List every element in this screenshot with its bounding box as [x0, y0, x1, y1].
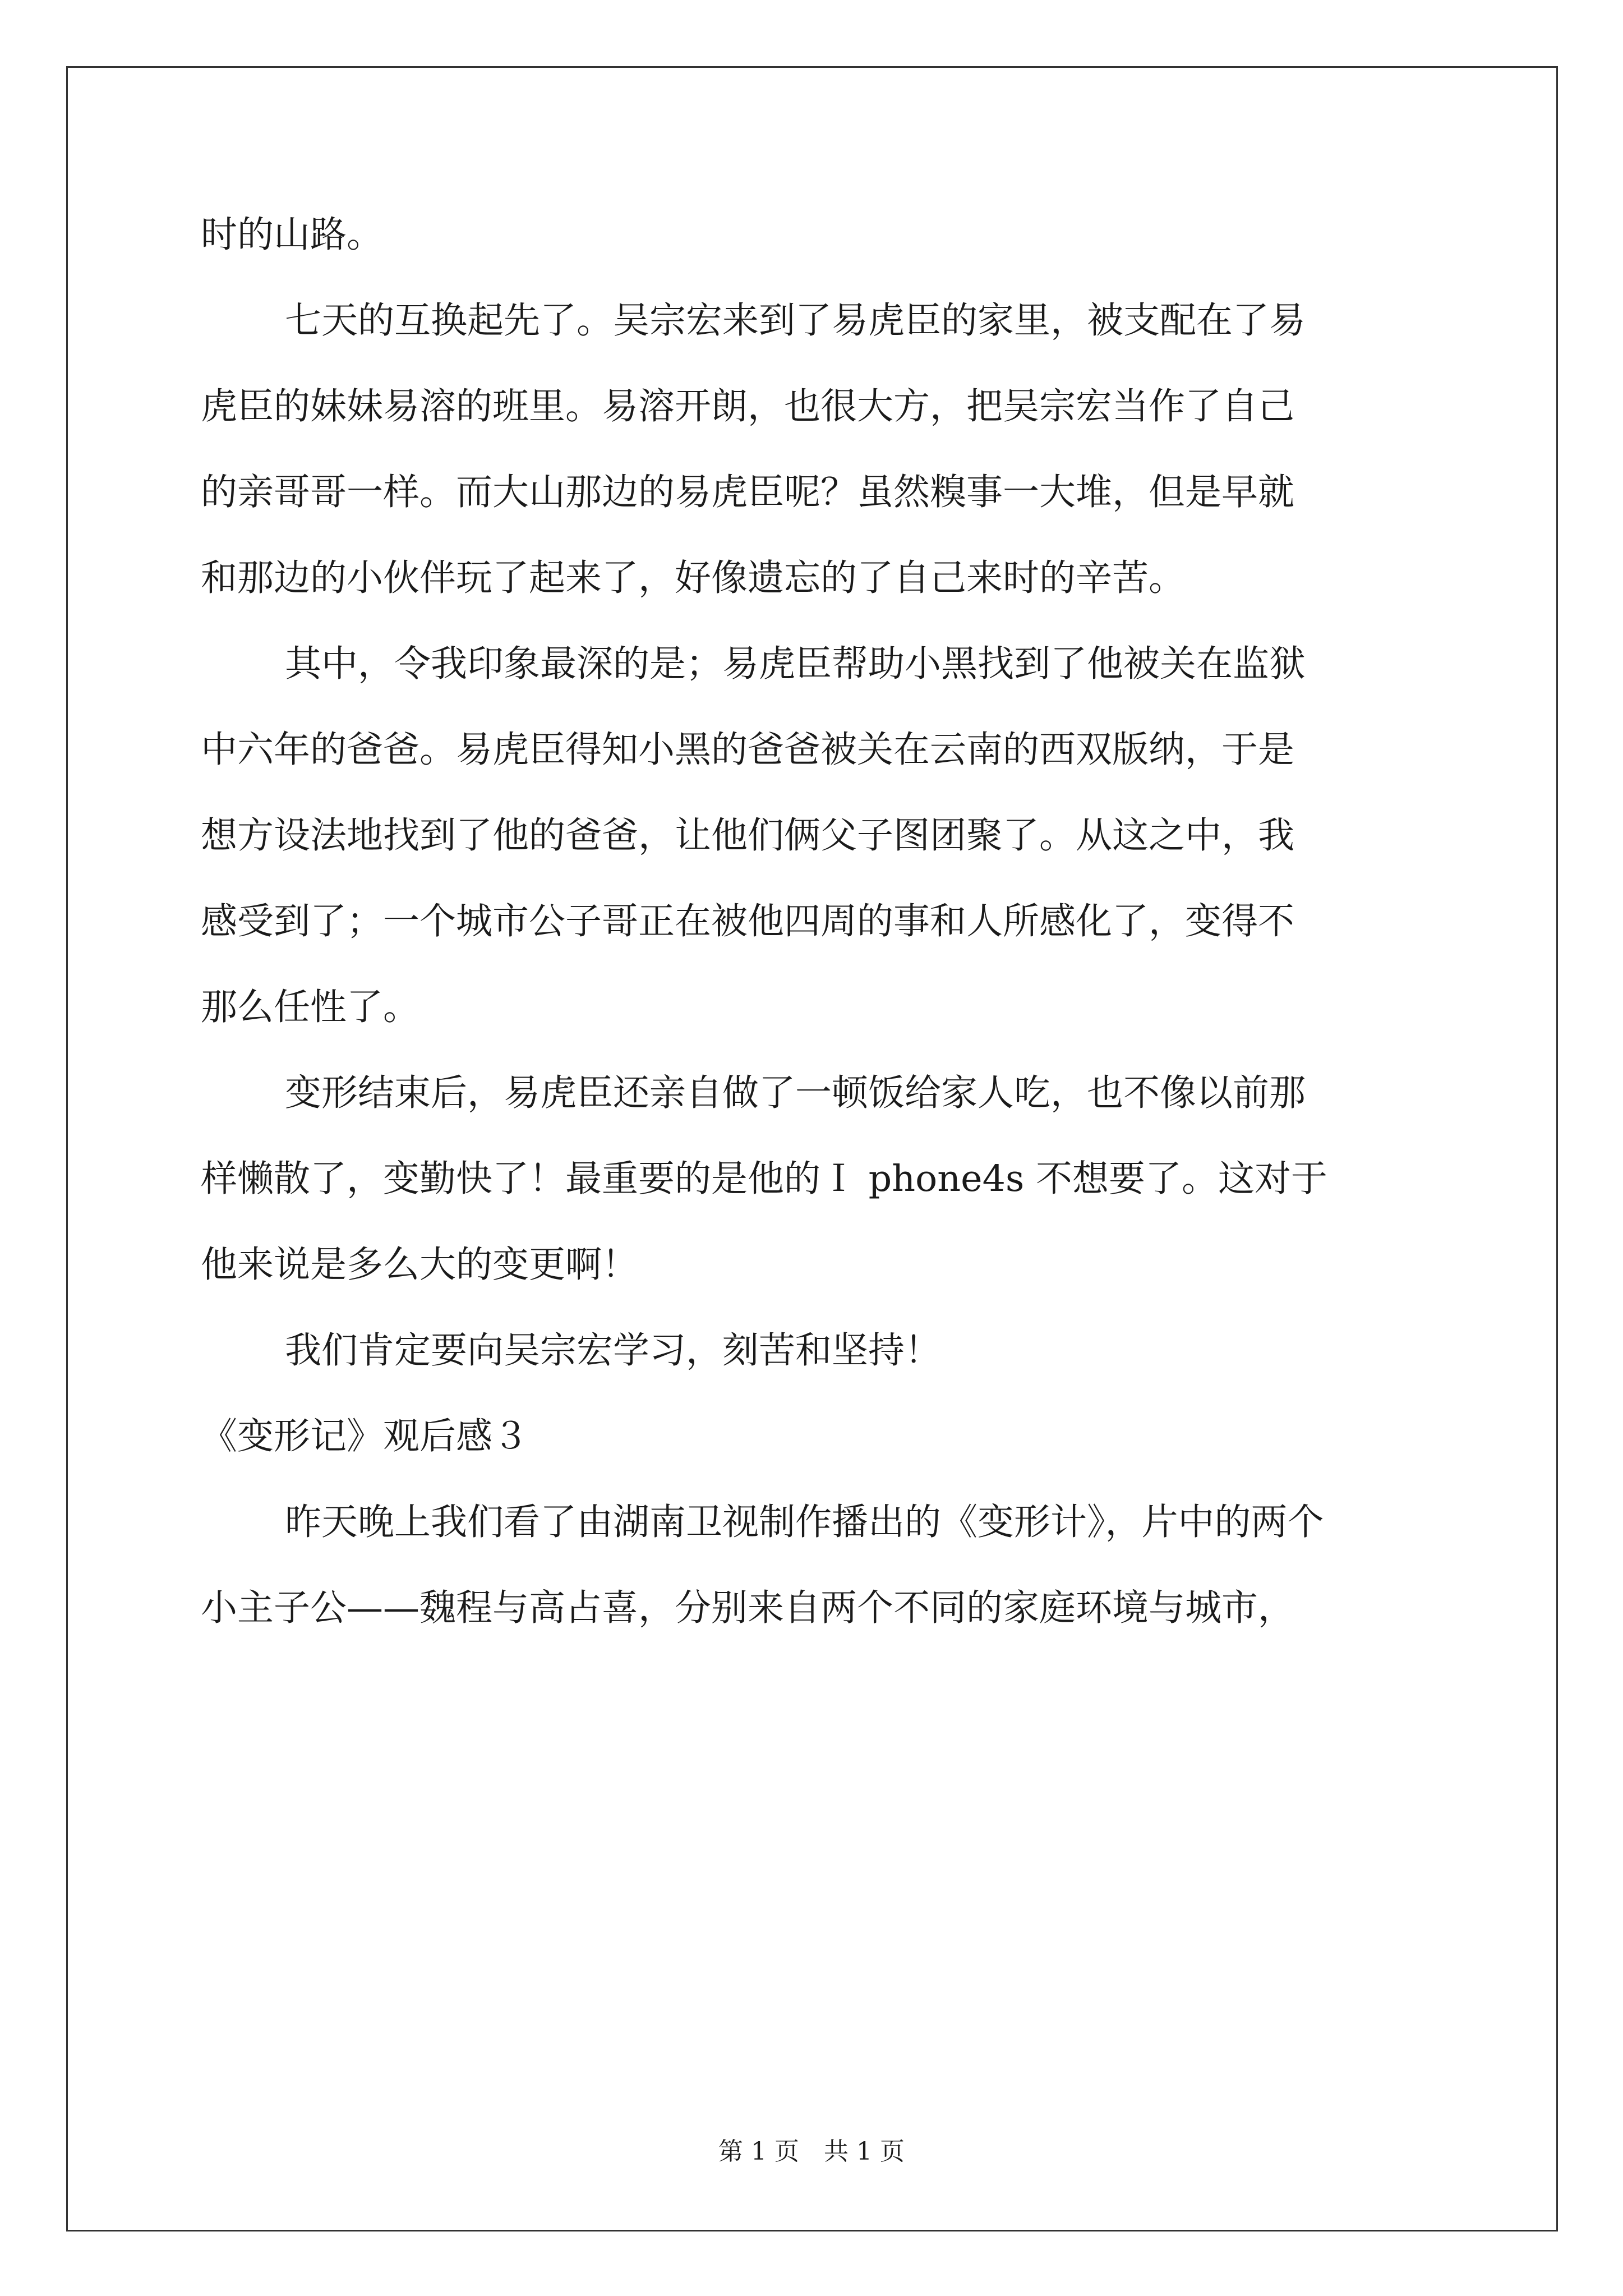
text-line: 的亲哥哥一样。而大山那边的易虎臣呢？虽然糗事一大堆，但是早就	[201, 471, 1295, 513]
text-line: 时的山路。	[201, 214, 384, 256]
paragraph-line: 其中，令我印象最深的是；易虎臣帮助小黑找到了他被关在监狱	[285, 643, 1306, 685]
page-number-footer: 第 1 页 共 1 页	[718, 2137, 905, 2166]
paragraph-line: 我们肯定要向吴宗宏学习，刻苦和坚持！	[285, 1329, 942, 1372]
section-heading: 《变形记》观后感３	[201, 1415, 529, 1457]
text-line: 他来说是多么大的变更啊！	[201, 1244, 639, 1286]
paragraph-line: 七天的互换起先了。吴宗宏来到了易虎臣的家里，被支配在了易	[285, 300, 1306, 342]
text-line: 中六年的爸爸。易虎臣得知小黑的爸爸被关在云南的西双版纳，于是	[201, 729, 1295, 771]
text-line: 那么任性了。	[201, 986, 420, 1028]
text-line: 和那边的小伙伴玩了起来了，好像遗忘的了自己来时的辛苦。	[201, 557, 1186, 599]
text-line: 感受到了；一个城市公子哥正在被他四周的事和人所感化了，变得不	[201, 900, 1295, 942]
text-line: 想方设法地找到了他的爸爸，让他们俩父子图团聚了。从这之中，我	[201, 815, 1295, 857]
paragraph-line: 昨天晚上我们看了由湖南卫视制作播出的《变形计》，片中的两个	[285, 1501, 1324, 1543]
paragraph-line: 变形结束后，易虎臣还亲自做了一顿饭给家人吃，也不像以前那	[285, 1072, 1306, 1114]
text-line: 样懒散了，变勤快了！最重要的是他的Ｉ phone4s 不想要了。这对于	[201, 1158, 1327, 1200]
text-line: 小主子公——魏程与高占喜，分别来自两个不同的家庭环境与城市，	[201, 1587, 1295, 1629]
text-line: 虎臣的妹妹易溶的班里。易溶开朗，也很大方，把吴宗宏当作了自己	[201, 385, 1295, 427]
